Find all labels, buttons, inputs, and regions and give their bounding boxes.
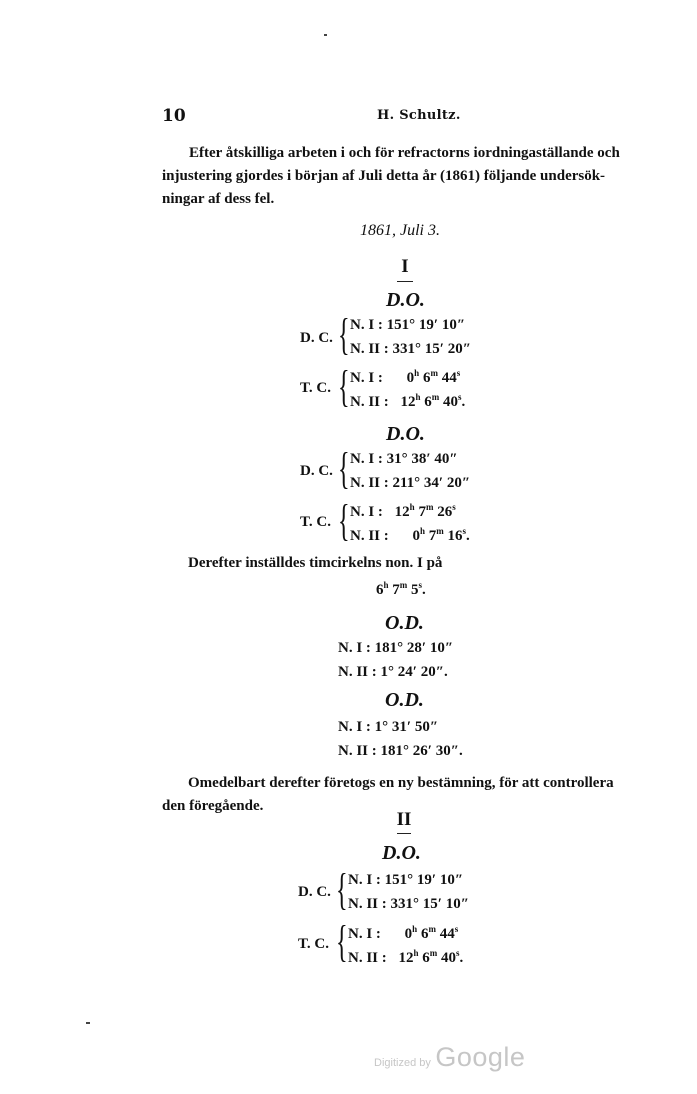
minutes: 7: [418, 504, 426, 520]
reading-row: N. I : 151° 19′ 10″: [348, 872, 464, 888]
brace-icon: {: [338, 496, 350, 545]
hours: 0: [404, 926, 413, 942]
dc-label: D. C.: [298, 884, 331, 900]
reading-row: N. I : 151° 19′ 10″: [350, 317, 466, 333]
print-speck: [86, 1022, 90, 1024]
minutes: 7: [392, 582, 400, 598]
dc-label: D. C.: [300, 463, 333, 479]
watermark-small: Digitized by: [374, 1057, 431, 1069]
brace-icon: {: [338, 310, 350, 359]
reading-row: N. II : 331° 15′ 10″: [348, 896, 470, 912]
hours: 0: [406, 370, 415, 386]
reading-row: N. II : 331° 15′ 20″: [350, 341, 472, 357]
brace-icon: {: [336, 917, 348, 966]
seconds: 44: [441, 370, 457, 386]
seconds: 40: [443, 394, 459, 410]
hours: 12: [394, 504, 410, 520]
seconds: 44: [439, 926, 455, 942]
brace-icon: {: [338, 444, 350, 493]
reading-row: N. II : 181° 26′ 30″.: [338, 743, 463, 759]
setting-value: 6$^h$ 7$^m$ 5$^s$.: [376, 580, 426, 598]
time-label: N. II :: [350, 528, 389, 544]
seconds: 5: [411, 582, 419, 598]
intro-line-1: Efter åtskilliga arbeten i och för refractorns iordningaställande och: [189, 145, 620, 161]
reading-row: N. I : 31° 38′ 40″: [350, 451, 458, 467]
minutes: 6: [422, 370, 431, 386]
digitized-watermark: [374, 1042, 525, 1073]
setting-text: Derefter inställdes timcirkelns non. I på: [188, 555, 443, 571]
section-rule-1: [397, 281, 413, 282]
section-numeral-2: II: [396, 809, 412, 830]
time-row: N. II : 12$^h$ 6$^m$ 40$^s$.: [350, 392, 466, 410]
control-line-2: den föregående.: [162, 798, 264, 814]
dateline: 1861, Juli 3.: [360, 222, 440, 239]
intro-line-2: injustering gjordes i början af Juli detta år (1861) följande undersök-: [162, 168, 606, 184]
time-label: N. II :: [348, 950, 387, 966]
seconds: 26: [437, 504, 453, 520]
time-row: N. I : 0$^h$ 6$^m$ 44$^s$: [350, 368, 461, 386]
time-row: N. I : 12$^h$ 7$^m$ 26$^s$: [350, 502, 456, 520]
dc-label: D. C.: [300, 330, 333, 346]
seconds: 40: [441, 950, 457, 966]
running-head: H. Schultz.: [377, 108, 461, 123]
print-speck: [324, 34, 327, 36]
position-label: D.O.: [382, 842, 421, 864]
hours: 12: [400, 394, 416, 410]
minutes: 6: [424, 394, 432, 410]
minutes: 6: [420, 926, 429, 942]
google-logo: Google: [435, 1042, 526, 1072]
time-row: N. II : 12$^h$ 6$^m$ 40$^s$.: [348, 948, 464, 966]
time-label: N. I :: [350, 370, 383, 386]
tc-label: T. C.: [298, 936, 329, 952]
intro-line-3: ningar af dess fel.: [162, 191, 275, 207]
intro-paragraph: [162, 142, 657, 211]
time-label: N. I :: [348, 926, 381, 942]
tc-label: T. C.: [300, 514, 331, 530]
position-label: D.O.: [386, 289, 425, 311]
time-label: N. I :: [350, 504, 383, 520]
position-label: O.D.: [385, 689, 424, 711]
reading-row: N. II : 1° 24′ 20″.: [338, 664, 448, 680]
section-numeral-1: I: [401, 256, 409, 277]
minutes: 7: [428, 528, 437, 544]
time-row: N. II : 0$^h$ 7$^m$ 16$^s$.: [350, 526, 470, 544]
reading-row: N. I : 181° 28′ 10″: [338, 640, 454, 656]
position-label: O.D.: [385, 612, 424, 634]
position-label: D.O.: [386, 423, 425, 445]
page-number: 10: [162, 106, 186, 126]
brace-icon: {: [338, 362, 350, 411]
seconds: 16: [447, 528, 463, 544]
minutes: 6: [422, 950, 430, 966]
time-label: N. II :: [350, 394, 389, 410]
reading-row: N. II : 211° 34′ 20″: [350, 475, 471, 491]
hours: 6: [376, 582, 384, 598]
section-rule-2: [397, 833, 411, 834]
brace-icon: {: [336, 865, 348, 914]
control-line-1: Omedelbart derefter företogs en ny bestämning, för att controllera: [188, 775, 614, 791]
reading-row: N. I : 1° 31′ 50″: [338, 719, 439, 735]
tc-label: T. C.: [300, 380, 331, 396]
hours: 0: [412, 528, 421, 544]
hours: 12: [398, 950, 414, 966]
time-row: N. I : 0$^h$ 6$^m$ 44$^s$: [348, 924, 459, 942]
